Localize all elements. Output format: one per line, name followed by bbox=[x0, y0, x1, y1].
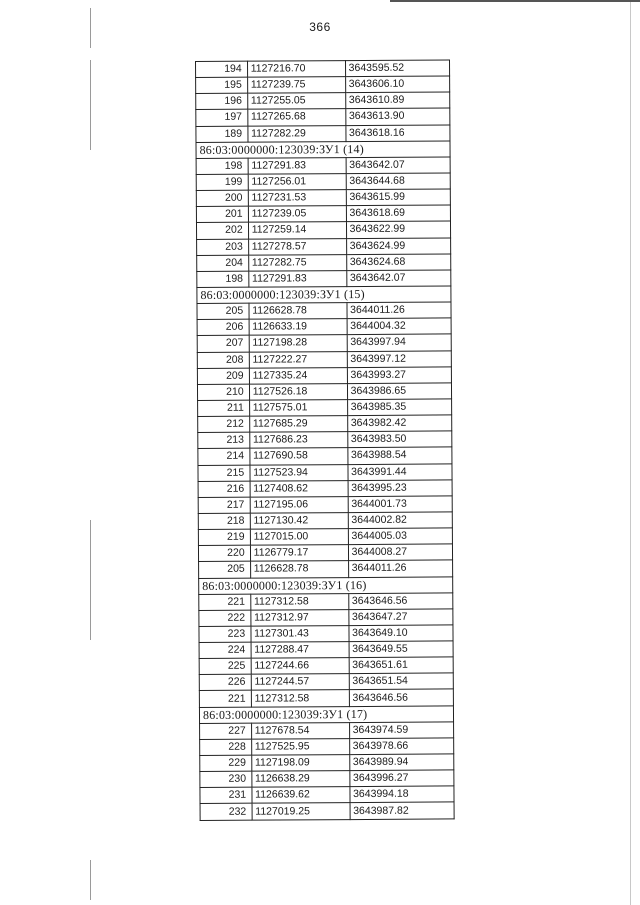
point-number-cell: 227 bbox=[200, 723, 252, 739]
x-coordinate-cell: 1127685.29 bbox=[249, 416, 347, 433]
x-coordinate-cell: 1127408.62 bbox=[250, 480, 348, 497]
y-coordinate-cell: 3643606.10 bbox=[345, 76, 450, 93]
point-number-cell: 201 bbox=[196, 206, 248, 222]
x-coordinate-cell: 1127130.42 bbox=[250, 513, 348, 530]
point-number-cell: 196 bbox=[196, 93, 248, 109]
table-row bbox=[198, 399, 452, 417]
x-coordinate-cell: 1127198.09 bbox=[251, 755, 349, 772]
table-row bbox=[198, 528, 452, 546]
point-number-cell: 222 bbox=[199, 610, 251, 626]
x-coordinate-cell: 1127198.28 bbox=[249, 335, 347, 352]
y-coordinate-cell: 3643595.52 bbox=[345, 60, 450, 77]
y-coordinate-cell: 3643624.68 bbox=[346, 254, 451, 271]
point-number-cell: 206 bbox=[197, 319, 249, 335]
y-coordinate-cell: 3643646.56 bbox=[349, 689, 454, 706]
x-coordinate-cell: 1127255.05 bbox=[247, 93, 345, 110]
table-row bbox=[197, 254, 451, 272]
table-row bbox=[199, 689, 453, 707]
x-coordinate-cell: 1127282.75 bbox=[248, 254, 346, 271]
y-coordinate-cell: 3644008.27 bbox=[348, 544, 453, 561]
x-coordinate-cell: 1126779.17 bbox=[250, 545, 348, 562]
y-coordinate-cell: 3643995.23 bbox=[348, 480, 453, 497]
x-coordinate-cell: 1127239.05 bbox=[248, 206, 346, 223]
table-row bbox=[197, 350, 451, 368]
section-header-row bbox=[199, 576, 453, 594]
x-coordinate-cell: 1127288.47 bbox=[251, 642, 349, 659]
table-row bbox=[196, 60, 450, 78]
x-coordinate-cell: 1127222.27 bbox=[249, 351, 347, 368]
x-coordinate-cell: 1127686.23 bbox=[249, 432, 347, 449]
y-coordinate-cell: 3644011.26 bbox=[348, 560, 453, 577]
table-row bbox=[196, 157, 450, 175]
point-number-cell: 228 bbox=[200, 739, 252, 755]
x-coordinate-cell: 1126633.19 bbox=[249, 319, 347, 336]
x-coordinate-cell: 1127278.57 bbox=[248, 238, 346, 255]
table-row bbox=[198, 431, 452, 449]
x-coordinate-cell: 1126628.78 bbox=[249, 303, 347, 320]
table-row bbox=[196, 108, 450, 126]
y-coordinate-cell: 3643646.56 bbox=[348, 593, 453, 610]
table-row bbox=[199, 641, 453, 659]
y-coordinate-cell: 3643618.16 bbox=[345, 125, 450, 142]
point-number-cell: 205 bbox=[197, 303, 249, 319]
point-number-cell: 226 bbox=[199, 675, 251, 691]
table-row bbox=[197, 237, 451, 255]
point-number-cell: 198 bbox=[197, 271, 249, 287]
point-number-cell: 199 bbox=[196, 174, 248, 190]
parcel-section-label: 86:03:0000000:123039:ЗУ1 (17) bbox=[199, 706, 453, 724]
table-row bbox=[198, 415, 452, 433]
point-number-cell: 195 bbox=[196, 77, 248, 93]
section-header-row bbox=[199, 706, 453, 724]
y-coordinate-cell: 3643996.27 bbox=[349, 770, 454, 787]
x-coordinate-cell: 1127312.58 bbox=[250, 593, 348, 610]
point-number-cell: 202 bbox=[196, 223, 248, 239]
table-row bbox=[200, 738, 454, 756]
scan-edge-line-left bbox=[90, 60, 91, 150]
y-coordinate-cell: 3643649.10 bbox=[349, 625, 454, 642]
scan-edge-line-left bbox=[90, 860, 91, 900]
point-number-cell: 229 bbox=[200, 755, 252, 771]
y-coordinate-cell: 3643993.27 bbox=[347, 367, 452, 384]
y-coordinate-cell: 3643622.99 bbox=[346, 221, 451, 238]
table-row bbox=[198, 463, 452, 481]
y-coordinate-cell: 3643647.27 bbox=[348, 609, 453, 626]
x-coordinate-cell: 1127231.53 bbox=[248, 190, 346, 207]
x-coordinate-cell: 1127195.06 bbox=[250, 496, 348, 513]
x-coordinate-cell: 1127526.18 bbox=[249, 383, 347, 400]
scan-edge-line-left bbox=[90, 8, 91, 48]
scan-edge-line-left bbox=[90, 520, 91, 640]
x-coordinate-cell: 1127019.25 bbox=[252, 803, 350, 820]
point-number-cell: 194 bbox=[196, 61, 248, 77]
section-header-row bbox=[197, 286, 451, 304]
table-row bbox=[200, 754, 454, 772]
scan-edge-line-right bbox=[630, 0, 631, 905]
section-header-row bbox=[196, 141, 450, 159]
point-number-cell: 212 bbox=[198, 416, 250, 432]
table-row bbox=[197, 270, 451, 288]
table-row bbox=[198, 512, 452, 530]
point-number-cell: 225 bbox=[199, 658, 251, 674]
y-coordinate-cell: 3643987.82 bbox=[350, 802, 455, 819]
x-coordinate-cell: 1127239.75 bbox=[247, 77, 345, 94]
table-row bbox=[200, 802, 454, 820]
parcel-section-label: 86:03:0000000:123039:ЗУ1 (14) bbox=[196, 141, 450, 159]
y-coordinate-cell: 3643624.99 bbox=[346, 237, 451, 254]
point-number-cell: 214 bbox=[198, 449, 250, 465]
y-coordinate-cell: 3643978.66 bbox=[349, 738, 454, 755]
point-number-cell: 218 bbox=[198, 513, 250, 529]
table-row bbox=[196, 173, 450, 191]
x-coordinate-cell: 1127259.14 bbox=[248, 222, 346, 239]
y-coordinate-cell: 3643651.54 bbox=[349, 673, 454, 690]
table-row bbox=[196, 76, 450, 94]
y-coordinate-cell: 3644001.73 bbox=[348, 496, 453, 513]
y-coordinate-cell: 3643997.94 bbox=[347, 334, 452, 351]
page-number: 366 bbox=[309, 20, 331, 34]
point-number-cell: 207 bbox=[197, 336, 249, 352]
point-number-cell: 189 bbox=[196, 126, 248, 142]
x-coordinate-cell: 1126639.62 bbox=[252, 787, 350, 804]
x-coordinate-cell: 1127291.83 bbox=[248, 270, 346, 287]
table-row bbox=[198, 447, 452, 465]
point-number-cell: 209 bbox=[197, 368, 249, 384]
x-coordinate-cell: 1127690.58 bbox=[250, 448, 348, 465]
x-coordinate-cell: 1127282.29 bbox=[248, 125, 346, 142]
x-coordinate-cell: 1127015.00 bbox=[250, 529, 348, 546]
point-number-cell: 208 bbox=[197, 352, 249, 368]
y-coordinate-cell: 3643610.89 bbox=[345, 92, 450, 109]
table-row bbox=[200, 770, 454, 788]
x-coordinate-cell: 1127523.94 bbox=[250, 464, 348, 481]
table-row bbox=[199, 609, 453, 627]
x-coordinate-cell: 1127244.66 bbox=[251, 658, 349, 675]
y-coordinate-cell: 3643983.50 bbox=[347, 431, 452, 448]
x-coordinate-cell: 1126638.29 bbox=[251, 771, 349, 788]
x-coordinate-cell: 1127301.43 bbox=[251, 625, 349, 642]
point-number-cell: 231 bbox=[200, 787, 252, 803]
x-coordinate-cell: 1127216.70 bbox=[247, 61, 345, 78]
point-number-cell: 216 bbox=[198, 481, 250, 497]
y-coordinate-cell: 3644005.03 bbox=[348, 528, 453, 545]
y-coordinate-cell: 3644004.32 bbox=[347, 318, 452, 335]
y-coordinate-cell: 3643649.55 bbox=[349, 641, 454, 658]
y-coordinate-cell: 3643986.65 bbox=[347, 383, 452, 400]
x-coordinate-cell: 1127525.95 bbox=[251, 738, 349, 755]
point-number-cell: 224 bbox=[199, 642, 251, 658]
x-coordinate-cell: 1127265.68 bbox=[247, 109, 345, 126]
y-coordinate-cell: 3643618.69 bbox=[346, 205, 451, 222]
y-coordinate-cell: 3643985.35 bbox=[347, 399, 452, 416]
y-coordinate-cell: 3643642.07 bbox=[346, 270, 451, 287]
point-number-cell: 215 bbox=[198, 465, 250, 481]
point-number-cell: 205 bbox=[199, 562, 251, 578]
point-number-cell: 213 bbox=[198, 432, 250, 448]
table-row bbox=[197, 318, 451, 336]
x-coordinate-cell: 1127291.83 bbox=[248, 157, 346, 174]
x-coordinate-cell: 1127312.58 bbox=[251, 690, 349, 707]
table-row bbox=[198, 480, 452, 498]
table-row bbox=[196, 125, 450, 143]
y-coordinate-cell: 3643615.99 bbox=[346, 189, 451, 206]
y-coordinate-cell: 3643988.54 bbox=[347, 447, 452, 464]
table-row bbox=[198, 544, 452, 562]
point-number-cell: 203 bbox=[197, 239, 249, 255]
x-coordinate-cell: 1127678.54 bbox=[251, 722, 349, 739]
parcel-section-label: 86:03:0000000:123039:ЗУ1 (16) bbox=[199, 576, 453, 594]
table-row bbox=[196, 189, 450, 207]
table-row bbox=[196, 221, 450, 239]
table-row bbox=[199, 560, 453, 578]
y-coordinate-cell: 3643613.90 bbox=[345, 108, 450, 125]
y-coordinate-cell: 3643651.61 bbox=[349, 657, 454, 674]
point-number-cell: 221 bbox=[199, 594, 251, 610]
x-coordinate-cell: 1127244.57 bbox=[251, 674, 349, 691]
point-number-cell: 220 bbox=[198, 545, 250, 561]
coordinates-table bbox=[195, 59, 455, 820]
point-number-cell: 204 bbox=[197, 255, 249, 271]
y-coordinate-cell: 3644011.26 bbox=[347, 302, 452, 319]
y-coordinate-cell: 3643974.59 bbox=[349, 722, 454, 739]
y-coordinate-cell: 3643989.94 bbox=[349, 754, 454, 771]
x-coordinate-cell: 1127256.01 bbox=[248, 174, 346, 191]
point-number-cell: 210 bbox=[197, 384, 249, 400]
table-row bbox=[200, 722, 454, 740]
table-row bbox=[199, 657, 453, 675]
y-coordinate-cell: 3643642.07 bbox=[346, 157, 451, 174]
y-coordinate-cell: 3643991.44 bbox=[348, 463, 453, 480]
table-row bbox=[197, 302, 451, 320]
y-coordinate-cell: 3643644.68 bbox=[346, 173, 451, 190]
table-row bbox=[200, 786, 454, 804]
point-number-cell: 197 bbox=[196, 110, 248, 126]
coordinates-table-body bbox=[196, 60, 455, 820]
x-coordinate-cell: 1126628.78 bbox=[250, 561, 348, 578]
x-coordinate-cell: 1127575.01 bbox=[249, 400, 347, 417]
table-row bbox=[196, 205, 450, 223]
table-row bbox=[196, 92, 450, 110]
x-coordinate-cell: 1127335.24 bbox=[249, 367, 347, 384]
table-row bbox=[197, 383, 451, 401]
y-coordinate-cell: 3643994.18 bbox=[350, 786, 455, 803]
table-row bbox=[199, 625, 453, 643]
y-coordinate-cell: 3644002.82 bbox=[348, 512, 453, 529]
table-row bbox=[197, 367, 451, 385]
y-coordinate-cell: 3643982.42 bbox=[347, 415, 452, 432]
table-row bbox=[199, 593, 453, 611]
table-row bbox=[199, 673, 453, 691]
point-number-cell: 230 bbox=[200, 771, 252, 787]
x-coordinate-cell: 1127312.97 bbox=[251, 609, 349, 626]
point-number-cell: 217 bbox=[198, 497, 250, 513]
table-row bbox=[197, 334, 451, 352]
parcel-section-label: 86:03:0000000:123039:ЗУ1 (15) bbox=[197, 286, 451, 304]
point-number-cell: 221 bbox=[199, 691, 251, 707]
point-number-cell: 200 bbox=[196, 190, 248, 206]
y-coordinate-cell: 3643997.12 bbox=[347, 350, 452, 367]
point-number-cell: 223 bbox=[199, 626, 251, 642]
point-number-cell: 198 bbox=[196, 158, 248, 174]
point-number-cell: 232 bbox=[200, 804, 252, 820]
point-number-cell: 211 bbox=[198, 400, 250, 416]
point-number-cell: 219 bbox=[198, 529, 250, 545]
scan-edge-line-top bbox=[390, 0, 640, 2]
table-row bbox=[198, 496, 452, 514]
